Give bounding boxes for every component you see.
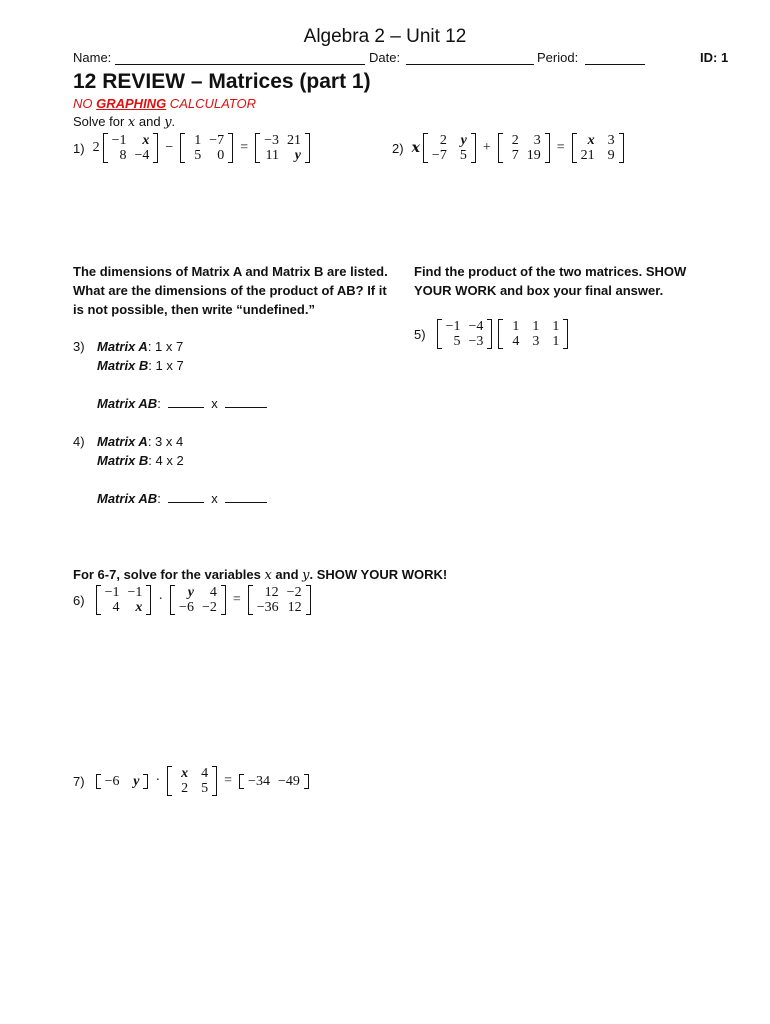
- problem-2-plus: +: [482, 140, 491, 155]
- problem-7-dot: ·: [155, 773, 161, 788]
- matrix-cell: 11: [265, 148, 279, 163]
- matrix-cell: x: [142, 133, 150, 148]
- matrix-cell: 12: [287, 600, 302, 615]
- problem-4: 4) Matrix A: 3 x 4 Matrix B: 4 x 2 Matrix AB: x: [73, 432, 267, 508]
- problem-1-minus: −: [165, 140, 174, 155]
- product-line-1: Find the product of the two matrices. SHOW: [414, 264, 687, 279]
- name-blank[interactable]: [115, 64, 365, 65]
- variables-mid: and: [271, 567, 303, 582]
- matrix-cell: 5: [459, 148, 467, 163]
- problem-7-matrix-2: [167, 766, 217, 796]
- calculator-note-prefix: NO: [73, 96, 97, 111]
- matrix-cell: 3: [532, 334, 540, 349]
- problem-5-matrix-1: [437, 319, 493, 349]
- matrix-cell: −7: [431, 148, 447, 163]
- matrix-cell: 4: [201, 766, 209, 781]
- matrix-cell: −2: [286, 585, 302, 600]
- problem-6-matrix-3: [248, 585, 311, 615]
- matrix-cell: −6: [104, 773, 120, 789]
- problem-6-label: 6): [73, 592, 85, 608]
- calculator-note-suffix: CALCULATOR: [166, 96, 257, 111]
- problem-4-b-label: Matrix B: [97, 453, 149, 468]
- problem-3-a-label: Matrix A: [97, 339, 148, 354]
- problem-2-label: 2): [392, 140, 404, 156]
- matrix-cell: 19: [526, 148, 541, 163]
- matrix-cell: 1: [532, 319, 540, 334]
- matrix-cell: −3: [264, 133, 279, 148]
- solve-var-x: x: [127, 115, 136, 130]
- variables-var-x: x: [264, 568, 272, 583]
- problem-1-label: 1): [73, 140, 85, 156]
- matrix-cell: −4: [468, 319, 484, 334]
- matrix-cell: x: [135, 600, 143, 615]
- matrix-cell: x: [181, 766, 189, 781]
- problem-5-label: 5): [414, 326, 426, 342]
- dimensions-line-1: The dimensions of Matrix A and Matrix B are listed.: [73, 264, 388, 279]
- problem-7-row-matrix: [96, 774, 149, 789]
- student-info-row: [73, 50, 733, 70]
- problem-3-rows-blank[interactable]: [168, 395, 204, 408]
- solve-prompt-prefix: Solve for: [73, 114, 128, 129]
- problem-4-cols-blank[interactable]: [225, 490, 267, 503]
- matrix-cell: 5: [453, 334, 461, 349]
- product-line-2: YOUR WORK and box your final answer.: [414, 283, 664, 298]
- calculator-note-emphasis: GRAPHING: [96, 96, 167, 111]
- matrix-cell: 0: [217, 148, 225, 163]
- matrix-cell: 2: [511, 133, 519, 148]
- matrix-cell: −6: [179, 600, 194, 615]
- problem-2-scalar: x: [411, 140, 420, 156]
- problem-1-matrix-2: [180, 133, 233, 163]
- date-blank[interactable]: [406, 64, 534, 65]
- matrix-cell: 4: [112, 600, 120, 615]
- matrix-cell: 12: [264, 585, 279, 600]
- variables-instructions: [73, 565, 447, 585]
- problem-4-a-dims: : 3 x 4: [147, 434, 184, 449]
- problem-6-dot: ·: [158, 592, 164, 607]
- course-title: Algebra 2 – Unit 12: [303, 26, 467, 47]
- problem-1-matrix-1: [103, 133, 159, 163]
- problem-4-rows-blank[interactable]: [168, 490, 204, 503]
- period-label: Period:: [537, 50, 579, 65]
- matrix-cell: 2: [439, 133, 447, 148]
- problem-4-ab-label: Matrix AB: [97, 491, 158, 506]
- matrix-cell: x: [587, 133, 595, 148]
- problem-2-equals: =: [556, 140, 565, 155]
- product-instructions: [414, 262, 686, 300]
- problem-1: [73, 133, 313, 163]
- matrix-cell: y: [187, 585, 194, 600]
- problem-3-ab-sep: x: [211, 396, 218, 411]
- date-label: Date:: [369, 50, 401, 65]
- problem-3: 3) Matrix A: 1 x 7 Matrix B: 1 x 7 Matrix AB: x: [73, 337, 267, 413]
- problem-2: [392, 133, 627, 163]
- matrix-cell: −36: [256, 600, 279, 615]
- period-blank[interactable]: [585, 64, 645, 65]
- matrix-cell: 5: [201, 781, 209, 796]
- matrix-cell: 7: [511, 148, 519, 163]
- matrix-cell: 9: [607, 148, 615, 163]
- problem-2-matrix-3: [572, 133, 624, 163]
- problem-6-matrix-1: [96, 585, 152, 615]
- matrix-cell: 1: [512, 319, 520, 334]
- matrix-cell: 3: [607, 133, 615, 148]
- matrix-cell: −1: [111, 133, 127, 148]
- variables-prefix: For 6-7, solve for the variables: [73, 567, 265, 582]
- calculator-note: [73, 96, 256, 111]
- problem-1-matrix-3: [255, 133, 310, 163]
- problem-3-cols-blank[interactable]: [225, 395, 267, 408]
- problem-6: [73, 585, 314, 615]
- problem-3-a-dims: : 1 x 7: [147, 339, 184, 354]
- problem-7-result-matrix: [239, 774, 309, 789]
- problem-3-label: 3): [73, 339, 85, 354]
- problem-1-equals: =: [240, 140, 249, 155]
- matrix-cell: 1: [552, 334, 560, 349]
- matrix-cell: −1: [445, 319, 461, 334]
- problem-4-ab-sep: x: [211, 491, 218, 506]
- matrix-cell: 3: [533, 133, 541, 148]
- matrix-cell: 1: [194, 133, 202, 148]
- problem-3-b-dims: : 1 x 7: [148, 358, 184, 373]
- matrix-cell: 21: [580, 148, 595, 163]
- matrix-cell: −34: [248, 773, 270, 789]
- matrix-cell: 1: [552, 319, 560, 334]
- matrix-cell: 2: [181, 781, 189, 796]
- matrix-cell: y: [133, 773, 140, 789]
- problem-4-a-label: Matrix A: [97, 434, 148, 449]
- dimensions-line-3: is not possible, then write “undefined.”: [73, 302, 315, 317]
- solve-prompt-mid: and: [135, 114, 165, 129]
- matrix-cell: y: [294, 148, 301, 163]
- matrix-cell: −3: [468, 334, 484, 349]
- matrix-cell: −1: [104, 585, 120, 600]
- problem-6-matrix-2: [170, 585, 226, 615]
- matrix-cell: y: [460, 133, 467, 148]
- id-label: ID: 1: [700, 50, 729, 65]
- problem-7: [73, 766, 312, 796]
- matrix-cell: −7: [209, 133, 225, 148]
- matrix-cell: 5: [194, 148, 202, 163]
- problem-4-b-dims: : 4 x 2: [148, 453, 184, 468]
- problem-5-matrix-2: [498, 319, 568, 349]
- problem-3-ab-label: Matrix AB: [97, 396, 158, 411]
- problem-4-label: 4): [73, 434, 85, 449]
- variables-suffix: . SHOW YOUR WORK!: [309, 567, 448, 582]
- problem-6-equals: =: [232, 592, 241, 607]
- worksheet-title: 12 REVIEW – Matrices (part 1): [73, 70, 371, 93]
- problem-5: [414, 319, 571, 349]
- dimensions-line-2: What are the dimensions of the product of AB? If it: [73, 283, 387, 298]
- matrix-cell: −49: [277, 773, 300, 789]
- variables-var-y: y: [302, 568, 310, 583]
- matrix-cell: 8: [119, 148, 127, 163]
- solve-prompt: [73, 114, 175, 130]
- problem-7-equals: =: [224, 773, 233, 788]
- matrix-cell: 21: [287, 133, 301, 148]
- problem-1-scalar: 2: [92, 140, 100, 155]
- problem-3-b-label: Matrix B: [97, 358, 149, 373]
- matrix-cell: −2: [201, 600, 217, 615]
- solve-var-y: y: [164, 115, 172, 130]
- matrix-cell: 4: [209, 585, 217, 600]
- matrix-cell: −4: [134, 148, 150, 163]
- matrix-cell: −1: [127, 585, 143, 600]
- name-label: Name:: [73, 50, 112, 65]
- problem-2-matrix-1: [423, 133, 476, 163]
- solve-prompt-end: .: [171, 114, 176, 129]
- matrix-cell: 4: [512, 334, 520, 349]
- problem-2-matrix-2: [498, 133, 550, 163]
- problem-7-label: 7): [73, 773, 85, 789]
- dimensions-instructions: [73, 262, 388, 319]
